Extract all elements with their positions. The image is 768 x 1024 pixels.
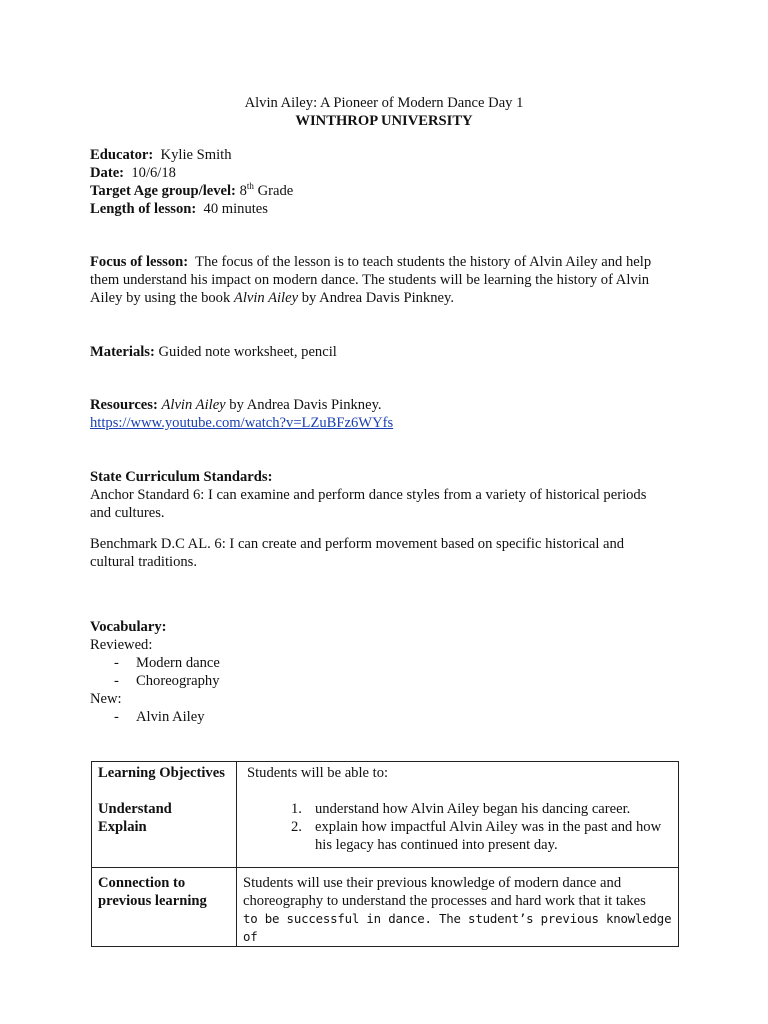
list-item bbox=[243, 818, 672, 854]
table-row bbox=[92, 868, 679, 947]
length-label: Length of lesson: bbox=[90, 201, 197, 217]
objectives-list bbox=[243, 800, 672, 854]
connection-content-cell bbox=[237, 868, 679, 947]
materials-value: Guided note worksheet, pencil bbox=[158, 344, 337, 360]
document-title-block bbox=[0, 94, 768, 130]
dash-bullet: - bbox=[114, 655, 119, 671]
standards-section bbox=[90, 468, 680, 571]
anchor-standard-line-2: and cultures. bbox=[90, 505, 165, 521]
vocab-term: Modern dance bbox=[136, 655, 220, 671]
vocab-term: Choreography bbox=[136, 673, 220, 689]
vocab-item bbox=[90, 654, 680, 672]
connection-label-1: Connection to bbox=[98, 875, 186, 891]
resources-link-row bbox=[90, 414, 680, 432]
objectives-content-cell bbox=[237, 762, 679, 868]
objectives-label-cell bbox=[92, 762, 237, 868]
focus-text-3-pre: Ailey by using the book bbox=[90, 290, 234, 306]
resources-author: by Andrea Davis Pinkney. bbox=[225, 397, 382, 413]
vocab-item bbox=[90, 708, 680, 726]
date-label: Date: bbox=[90, 165, 125, 181]
institution-name: WINTHROP UNIVERSITY bbox=[295, 113, 473, 129]
educator-row bbox=[90, 146, 680, 164]
educator-label: Educator: bbox=[90, 147, 154, 163]
date-value: 10/6/18 bbox=[131, 165, 176, 181]
vocab-term: Alvin Ailey bbox=[136, 709, 205, 725]
materials-section bbox=[90, 343, 680, 361]
vocabulary-heading: Vocabulary: bbox=[90, 619, 167, 635]
focus-line-2: them understand his impact on modern dance. The students will be learning the history of Alvin bbox=[90, 272, 650, 288]
lesson-info bbox=[90, 146, 680, 218]
focus-line-3 bbox=[90, 289, 680, 307]
benchmark-line-1: Benchmark D.C AL. 6: I can create and perform movement based on specific historical and bbox=[90, 536, 625, 552]
objective-text-cont: his legacy has continued into present day. bbox=[315, 837, 558, 853]
age-value-suffix: th bbox=[246, 181, 254, 192]
focus-line-1 bbox=[90, 253, 680, 271]
materials-label: Materials: bbox=[90, 344, 155, 360]
resources-row bbox=[90, 396, 680, 414]
new-label: New: bbox=[90, 691, 122, 707]
objective-verb: Understand bbox=[98, 801, 172, 817]
lesson-title: Alvin Ailey: A Pioneer of Modern Dance Day 1 bbox=[244, 95, 524, 111]
vocabulary-section bbox=[90, 618, 680, 726]
dash-bullet: - bbox=[114, 673, 119, 689]
reviewed-label: Reviewed: bbox=[90, 637, 153, 653]
vocab-item bbox=[90, 672, 680, 690]
educator-value: Kylie Smith bbox=[160, 147, 232, 163]
list-number: 2. bbox=[291, 819, 302, 835]
benchmark-line-2: cultural traditions. bbox=[90, 554, 197, 570]
connection-label-cell bbox=[92, 868, 237, 947]
length-row bbox=[90, 200, 680, 218]
connection-text-2: choreography to understand the processes and hard work that it takes bbox=[243, 893, 646, 909]
dash-bullet: - bbox=[114, 709, 119, 725]
anchor-standard-line-1: Anchor Standard 6: I can examine and perform dance styles from a variety of historical periods bbox=[90, 487, 647, 503]
age-label: Target Age group/level: bbox=[90, 183, 236, 199]
youtube-link[interactable]: https://www.youtube.com/watch?v=LZuBFz6WYfs bbox=[90, 415, 394, 431]
focus-text-1: The focus of the lesson is to teach students the history of Alvin Ailey and help bbox=[195, 254, 652, 270]
focus-section bbox=[90, 253, 680, 307]
length-value: 40 minutes bbox=[203, 201, 268, 217]
objectives-intro: Students will be able to: bbox=[247, 765, 389, 781]
age-value-number: 8 bbox=[239, 183, 247, 199]
table-row bbox=[92, 762, 679, 868]
focus-book-title: Alvin Ailey bbox=[233, 290, 299, 306]
objectives-title: Learning Objectives bbox=[98, 765, 225, 781]
resources-label: Resources: bbox=[90, 397, 158, 413]
list-number: 1. bbox=[291, 801, 302, 817]
objective-text: explain how impactful Alvin Ailey was in the past and how bbox=[315, 819, 662, 835]
age-value-text: Grade bbox=[257, 183, 294, 199]
materials-row bbox=[90, 343, 680, 361]
connection-label-2: previous learning bbox=[98, 893, 207, 909]
spacer bbox=[243, 782, 672, 800]
list-item bbox=[243, 800, 672, 818]
resources-section bbox=[90, 396, 680, 432]
resources-book-title: Alvin Ailey bbox=[161, 397, 226, 413]
focus-text-3-post: by Andrea Davis Pinkney. bbox=[298, 290, 454, 306]
age-row bbox=[90, 182, 680, 200]
lesson-table bbox=[91, 761, 679, 947]
connection-text-1: Students will use their previous knowledge of modern dance and bbox=[243, 875, 622, 891]
spacer bbox=[98, 782, 230, 800]
objective-text: understand how Alvin Ailey began his dancing career. bbox=[315, 801, 631, 817]
objective-verb: Explain bbox=[98, 819, 147, 835]
standards-heading: State Curriculum Standards: bbox=[90, 469, 273, 485]
connection-text-3: to be successful in dance. The student’s previous knowledge of bbox=[243, 911, 672, 944]
focus-label: Focus of lesson: bbox=[90, 254, 189, 270]
date-row bbox=[90, 164, 680, 182]
